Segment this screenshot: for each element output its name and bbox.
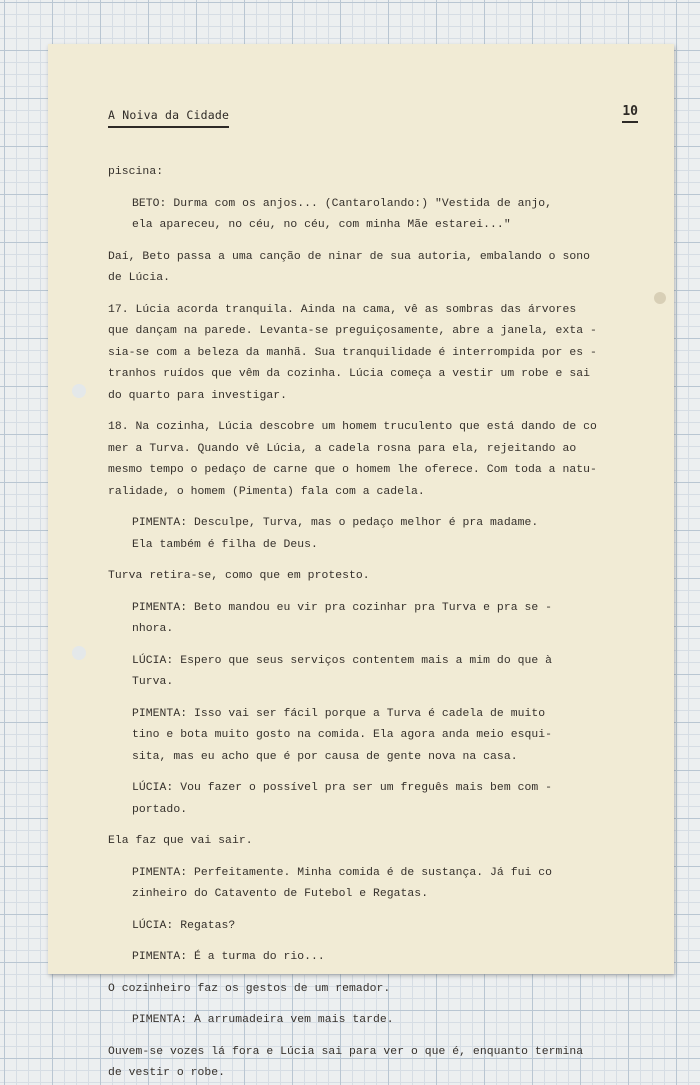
stage-direction-block bbox=[108, 300, 638, 408]
text-line: piscina: bbox=[108, 166, 164, 178]
paragraph-gap bbox=[108, 641, 638, 651]
text-line: PIMENTA: A arrumadeira vem mais tarde. bbox=[132, 1014, 394, 1026]
punch-hole bbox=[72, 384, 86, 398]
text-line: de Lúcia. bbox=[108, 272, 170, 284]
text-line: LÚCIA: Regatas? bbox=[132, 919, 236, 932]
paragraph-gap bbox=[108, 768, 638, 778]
text-line: Ela também é filha de Deus. bbox=[132, 538, 318, 551]
dialogue-block bbox=[108, 651, 638, 694]
paragraph-gap bbox=[108, 407, 638, 417]
paragraph-gap bbox=[108, 906, 638, 916]
text-line: sita, mas eu acho que é por causa de gente nova na casa. bbox=[132, 750, 518, 763]
stage-direction-block bbox=[108, 162, 638, 184]
text-line: Ouvem-se vozes lá fora e Lúcia sai para ver o que é, enquanto termina bbox=[108, 1045, 584, 1058]
text-line: BETO: Durma com os anjos... (Cantarolando:) "Vestida de anjo, bbox=[132, 197, 553, 210]
dialogue-block bbox=[108, 947, 638, 969]
typewritten-page bbox=[48, 44, 674, 1079]
text-line: portado. bbox=[132, 803, 188, 816]
text-line: nhora. bbox=[132, 623, 174, 635]
paragraph-gap bbox=[108, 694, 638, 704]
dialogue-block bbox=[108, 863, 638, 906]
paragraph-gap bbox=[108, 1000, 638, 1010]
text-line: LÚCIA: Vou fazer o possível pra ser um freguês mais bem com - bbox=[132, 782, 553, 794]
paragraph-gap bbox=[108, 237, 638, 247]
paragraph-gap bbox=[108, 1032, 638, 1042]
text-line: LÚCIA: Espero que seus serviços contentem mais a mim do que à bbox=[132, 654, 553, 667]
stage-direction-block bbox=[108, 566, 638, 588]
paragraph-gap bbox=[108, 290, 638, 300]
text-line: tino e bota muito gosto na comida. Ela agora anda meio esqui- bbox=[132, 729, 553, 741]
tape-mark bbox=[654, 292, 666, 304]
text-line: ela apareceu, no céu, no céu, com minha Mãe estarei..." bbox=[132, 219, 511, 231]
paragraph-gap bbox=[108, 969, 638, 979]
text-line: ralidade, o homem (Pimenta) fala com a cadela. bbox=[108, 485, 425, 498]
page-number: 10 bbox=[622, 104, 638, 123]
punch-hole bbox=[72, 646, 86, 660]
text-line: Ela faz que vai sair. bbox=[108, 835, 253, 847]
text-line: PIMENTA: Beto mandou eu vir pra cozinhar pra Turva e pra se - bbox=[132, 601, 553, 614]
paragraph-gap bbox=[108, 821, 638, 831]
text-line: que dançam na parede. Levanta-se preguiçosamente, abre a janela, exta - bbox=[108, 325, 597, 337]
text-line: mesmo tempo o pedaço de carne que o homem lhe oferece. Com toda a natu- bbox=[108, 464, 597, 476]
text-line: Daí, Beto passa a uma canção de ninar de sua autoria, embalando o sono bbox=[108, 250, 590, 263]
stage-direction-block bbox=[108, 1042, 638, 1085]
text-line: 18. Na cozinha, Lúcia descobre um homem truculento que está dando de co bbox=[108, 421, 597, 433]
text-line: Turva retira-se, como que em protesto. bbox=[108, 570, 370, 582]
text-line: PIMENTA: Desculpe, Turva, mas o pedaço melhor é pra madame. bbox=[132, 517, 539, 529]
paragraph-gap bbox=[108, 184, 638, 194]
text-line: de vestir o robe. bbox=[108, 1067, 226, 1079]
text-line: PIMENTA: Perfeitamente. Minha comida é de sustança. Já fui co bbox=[132, 866, 553, 879]
dialogue-block bbox=[108, 598, 638, 641]
text-line: sia-se com a beleza da manhã. Sua tranquilidade é interrompida por es - bbox=[108, 346, 597, 359]
text-line: mer a Turva. Quando vê Lúcia, a cadela rosna para ela, rejeitando ao bbox=[108, 442, 577, 455]
dialogue-block bbox=[108, 778, 638, 821]
stage-direction-block bbox=[108, 417, 638, 503]
stage-direction-block bbox=[108, 247, 638, 290]
dialogue-block bbox=[108, 194, 638, 237]
text-line: PIMENTA: Isso vai ser fácil porque a Turva é cadela de muito bbox=[132, 707, 546, 720]
dialogue-block bbox=[108, 513, 638, 556]
dialogue-block bbox=[108, 916, 638, 938]
document-title: A Noiva da Cidade bbox=[108, 108, 229, 128]
paragraph-gap bbox=[108, 937, 638, 947]
text-line: O cozinheiro faz os gestos de um remador. bbox=[108, 982, 391, 995]
text-line: tranhos ruídos que vêm da cozinha. Lúcia começa a vestir um robe e sai bbox=[108, 368, 590, 380]
dialogue-block bbox=[108, 1010, 638, 1032]
text-line: Turva. bbox=[132, 676, 174, 688]
stage-direction-block bbox=[108, 979, 638, 1001]
paragraph-gap bbox=[108, 853, 638, 863]
page-header bbox=[108, 104, 638, 130]
paragraph-gap bbox=[108, 556, 638, 566]
text-line: do quarto para investigar. bbox=[108, 389, 288, 402]
text-line: zinheiro do Catavento de Futebol e Regatas. bbox=[132, 888, 429, 900]
paragraph-gap bbox=[108, 588, 638, 598]
dialogue-block bbox=[108, 704, 638, 769]
text-line: 17. Lúcia acorda tranquila. Ainda na cama, vê as sombras das árvores bbox=[108, 303, 577, 316]
stage-direction-block bbox=[108, 831, 638, 853]
paragraph-gap bbox=[108, 503, 638, 513]
text-line: PIMENTA: É a turma do rio... bbox=[132, 951, 325, 963]
script-body bbox=[108, 162, 638, 1085]
